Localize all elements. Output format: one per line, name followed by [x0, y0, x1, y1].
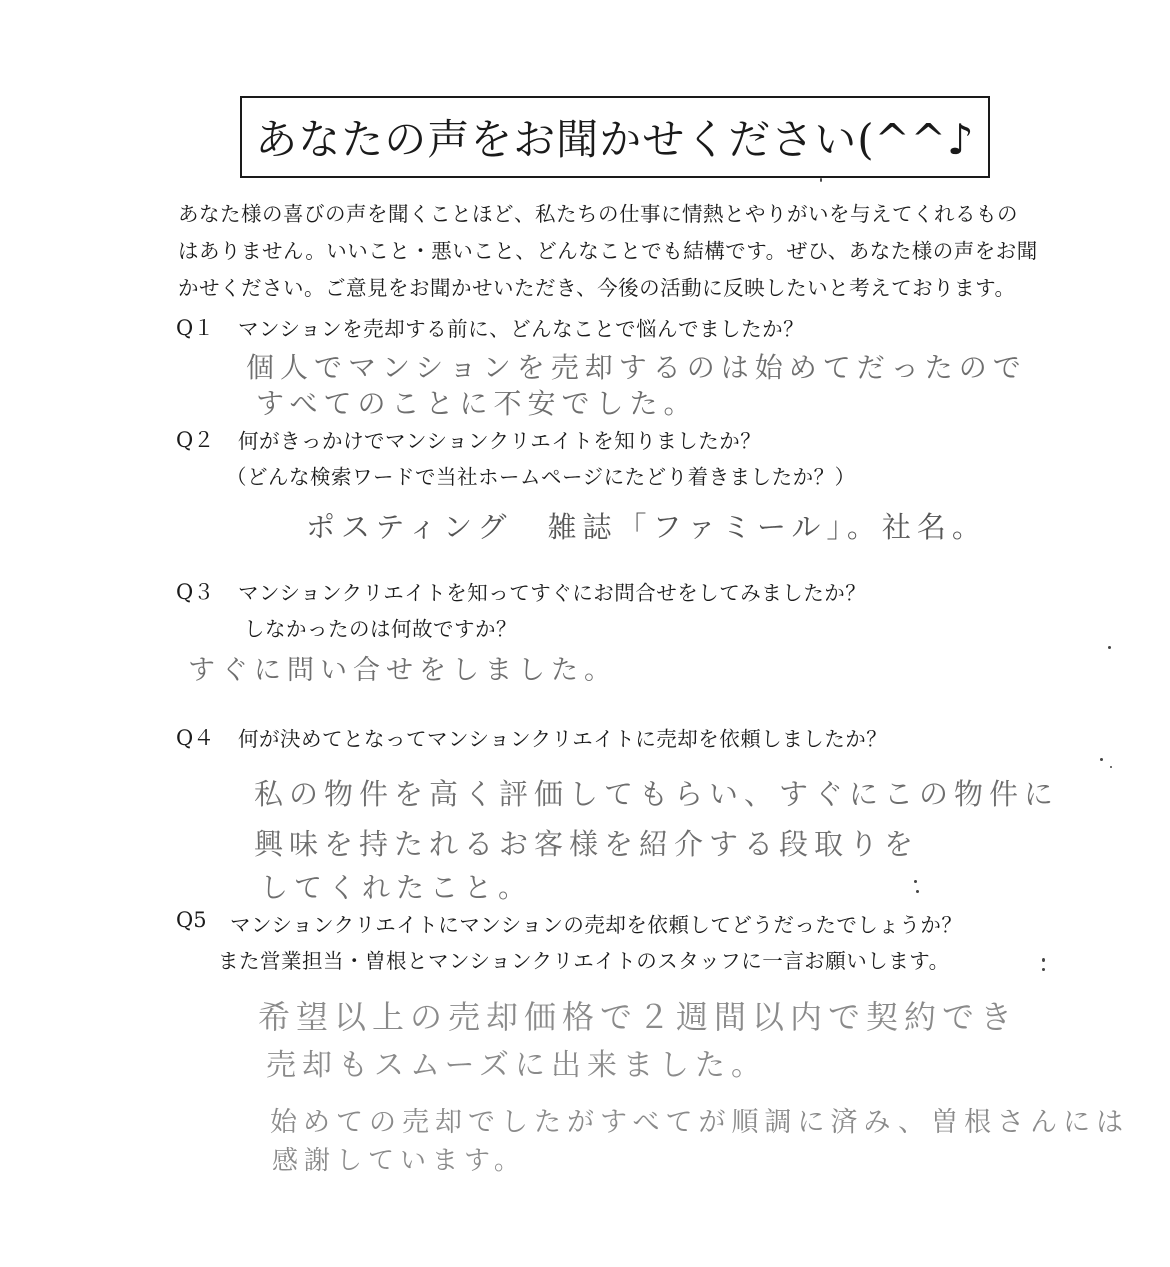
question-2-label: Q２	[176, 428, 215, 452]
answer-4-line: してくれたこと。	[260, 871, 533, 904]
answer-1-line: すべてのことに不安でした。	[256, 387, 698, 420]
scan-speck	[1042, 958, 1045, 962]
answer-5-line: 始めての売却でしたがすべてが順調に済み、曽根さんには	[270, 1107, 1130, 1138]
question-3-text: マンションクリエイトを知ってすぐにお問合せをしてみましたか？	[238, 581, 867, 605]
question-2-subtext: （どんな検索ワードで当社ホームページにたどり着きましたか？）	[226, 465, 856, 489]
scan-speck	[1110, 766, 1112, 768]
answer-3-line: すぐに問い合せをしました。	[188, 655, 617, 686]
answer-5-clip	[260, 1140, 660, 1176]
answer-5-line: 希望以上の売却価格で２週間以内で契約でき	[258, 998, 1019, 1036]
scan-speck	[820, 178, 822, 182]
question-5-label: Q5	[176, 908, 207, 932]
answer-4-line: 私の物件を高く評価してもらい、すぐにこの物件に	[254, 777, 1060, 811]
question-1-text: マンションを売却する前に、どんなことで悩んでましたか？	[238, 317, 805, 341]
question-5-subtext: また営業担当・曽根とマンションクリエイトのスタッフに一言お願いします。	[218, 949, 950, 973]
answer-1-line: 個人でマンションを売却するのは始めてだったので	[246, 351, 1027, 384]
intro-line: はありません。いいこと・悪いこと、どんなことでも結構です。ぜひ、あなた様の声をお聞	[178, 239, 1038, 263]
question-2-text: 何がきっかけでマンションクリエイトを知りましたか？	[238, 429, 762, 453]
page-title: あなたの声をお聞かせください(^^♪	[255, 115, 975, 164]
question-3-label: Q３	[176, 580, 215, 604]
question-4-label: Q４	[176, 726, 215, 750]
intro-line: あなた様の喜びの声を聞くことほど、私たちの仕事に情熱とやりがいを与えてくれるもの	[178, 202, 1018, 226]
title-box	[240, 96, 990, 178]
scan-speck	[916, 890, 919, 893]
question-3-subtext: しなかったのは何故ですか？	[244, 617, 517, 641]
answer-2-line: ポスティング 雑誌「ファミール」。社名。	[306, 510, 987, 544]
question-1-label: Q１	[176, 316, 215, 340]
scan-speck	[1108, 646, 1111, 649]
scan-speck	[1100, 758, 1103, 761]
intro-line: かせください。ご意見をお聞かせいただき、今後の活動に反映したいと考えております。	[178, 276, 1016, 300]
answer-5-line: 売却もスムーズに出来ました。	[266, 1048, 767, 1083]
answer-4-line: 興味を持たれるお客様を紹介する段取りを	[254, 827, 920, 861]
scan-speck	[914, 880, 917, 883]
scan-speck	[1042, 968, 1045, 971]
answer-5-line: 感謝しています。	[272, 1146, 526, 1176]
intro-paragraph	[178, 196, 1068, 307]
question-4-text: 何が決めてとなってマンションクリエイトに売却を依頼しましたか？	[238, 727, 888, 751]
question-5-text: マンションクリエイトにマンションの売却を依頼してどうだったでしょうか？	[230, 913, 963, 937]
